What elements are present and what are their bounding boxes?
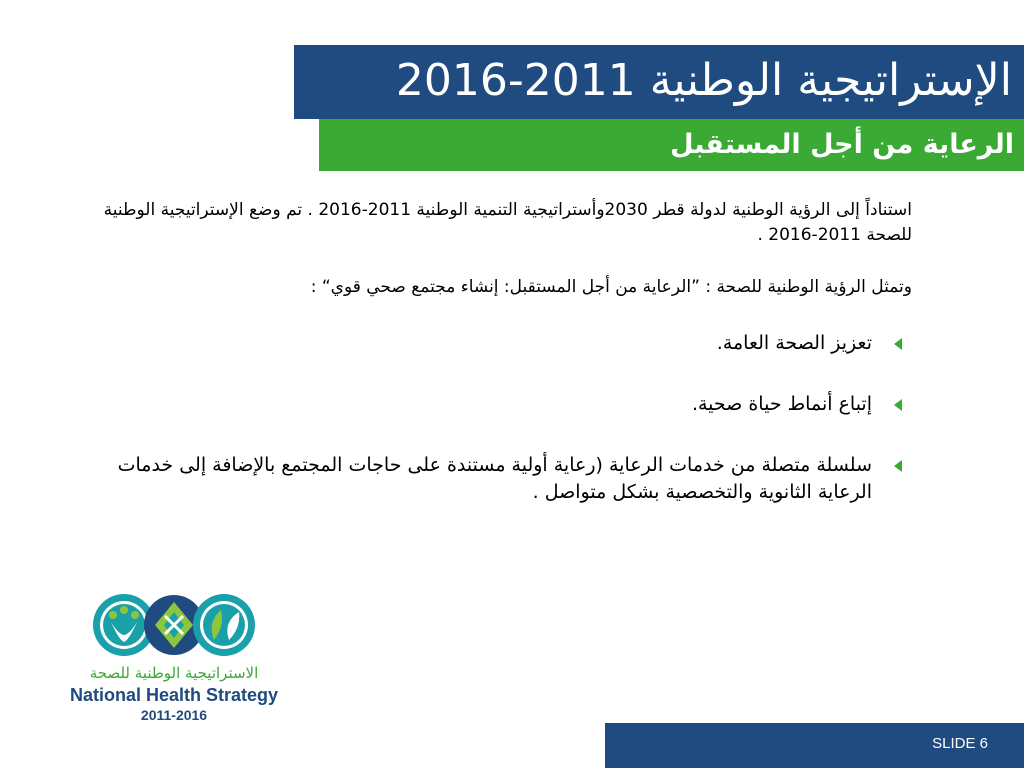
triangle-bullet-icon (894, 460, 902, 472)
logo-years: 2011-2016 (140, 707, 208, 723)
logo-arabic-name: الاستراتيجية الوطنية للصحة (89, 664, 259, 682)
list-item (60, 391, 912, 418)
logo-emblem-icon (89, 590, 259, 660)
bullet-list (60, 330, 912, 506)
intro-paragraph: استناداً إلى الرؤية الوطنية لدولة قطر 2030وأستراتيجية التنمية الوطنية 2011-2016 . تم وضع الإستراتيجية الوطنية للصحة 2011-2016 . (103, 200, 912, 245)
slide-number: SLIDE 6 (932, 735, 988, 752)
subtitle-bar (319, 119, 1024, 171)
triangle-bullet-icon (894, 338, 902, 350)
list-item-text: إتباع أنماط حياة صحية. (691, 393, 872, 415)
vision-paragraph: وتمثل الرؤية الوطنية للصحة : ”الرعاية من أجل المستقبل: إنشاء مجتمع صحي قوي“ : (310, 277, 912, 297)
footer-bar (605, 723, 1024, 768)
slide-content (60, 198, 912, 506)
slide-title: الإستراتيجية الوطنية 2011-2016 (395, 55, 1012, 106)
list-item-text: سلسلة متصلة من خدمات الرعاية (رعاية أولية مستندة على حاجات المجتمع بالإضافة إلى خدمات الرعاية الثانوية والتخصصية بشكل متواصل . (117, 454, 872, 503)
slide-subtitle: الرعاية من أجل المستقبل (670, 129, 1014, 160)
list-item (60, 452, 912, 506)
list-item (60, 330, 912, 357)
national-health-strategy-logo (54, 590, 294, 730)
list-item-text: تعزيز الصحة العامة. (716, 332, 872, 354)
triangle-bullet-icon (894, 399, 902, 411)
logo-english-name: National Health Strategy (69, 685, 279, 705)
title-bar (294, 45, 1024, 119)
